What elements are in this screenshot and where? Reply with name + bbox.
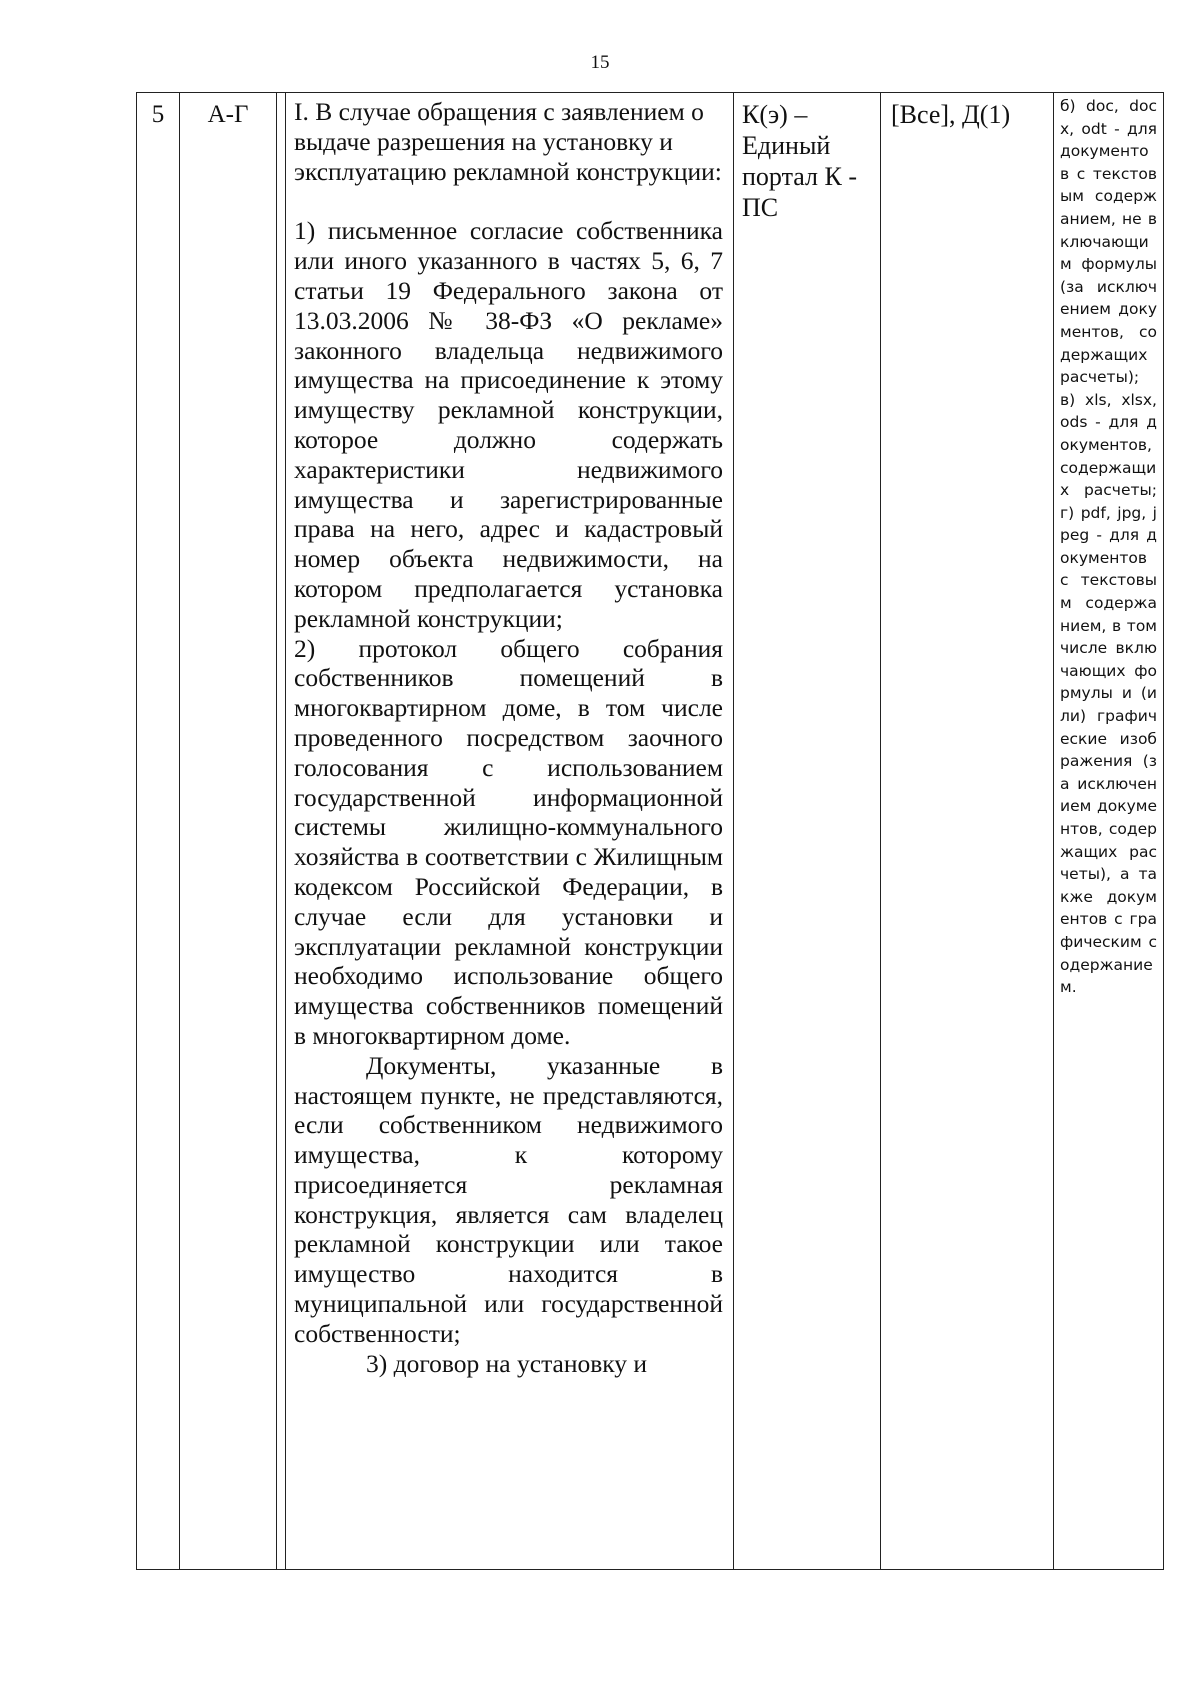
documents-description (285, 93, 733, 1569)
paragraph-gap (294, 186, 723, 216)
paragraph-1: 1) письменное согласие собственника или иного указанного в частях 5, 6, 7 статьи 19 Федерального закона от 13.03.2006 № 38-ФЗ «О рекламе» законного владельца недвижимого имущества на присоединение к этому имуществу рекламной конструкции, которое должно содержать характеристики недвижимого имущества и зарегистрированные права на него, адрес и кадастровый номер объекта недвижимости, на котором предполагается установка рекламной конструкции; (294, 216, 723, 633)
file-formats-cell: б) doc, docx, odt - для документов с текстовым содержанием, не включающим формулы (за исключением документов, содержащих расчеты); в) xls, xlsx, ods - для документов, содержащих расчеты; г) pdf, jpg, jpeg - для документов с текстовым содержанием, в том числе включающих формулы и (или) графические изображения (за исключением документов, содержащих расчеты), а также документов с графическим содержанием. (1054, 93, 1164, 1570)
paragraph-2: 2) протокол общего собрания собственников помещений в многоквартирном доме, в том числе проведенного посредством заочного голосования с использованием государственной информационной системы жилищно-коммунального хозяйства в соответствии с Жилищным кодексом Российской Федерации, в случае если для установки и эксплуатации рекламной конструкции необходимо использование общего имущества собственников помещений в многоквартирном доме. (294, 633, 723, 1050)
paragraph-3: Документы, указанные в настоящем пункте, не представляются, если собственником недвижимого имущества, к которому присоединяется рекламная конструкция, является сам владелец рекламной конструкции или такое имущество находится в муниципальной или государственной собственности; (294, 1050, 723, 1348)
row-number-cell: 5 (137, 93, 180, 1570)
paragraph-4: 3) договор на установку и (366, 1348, 648, 1378)
intro-paragraph: I. В случае обращения с заявлением о выдаче разрешения на установку и эксплуатацию рекламной конструкции: (294, 97, 722, 186)
submission-channel-cell: К(э) – Единый портал К - ПС (734, 93, 881, 1570)
documents-description-cell (277, 93, 734, 1570)
table-row (137, 93, 1164, 1570)
page-number: 15 (590, 52, 610, 73)
row-code-cell: А-Г (180, 93, 277, 1570)
access-rights-cell: [Все], Д(1) (881, 93, 1054, 1570)
requirements-table (136, 92, 1164, 1570)
